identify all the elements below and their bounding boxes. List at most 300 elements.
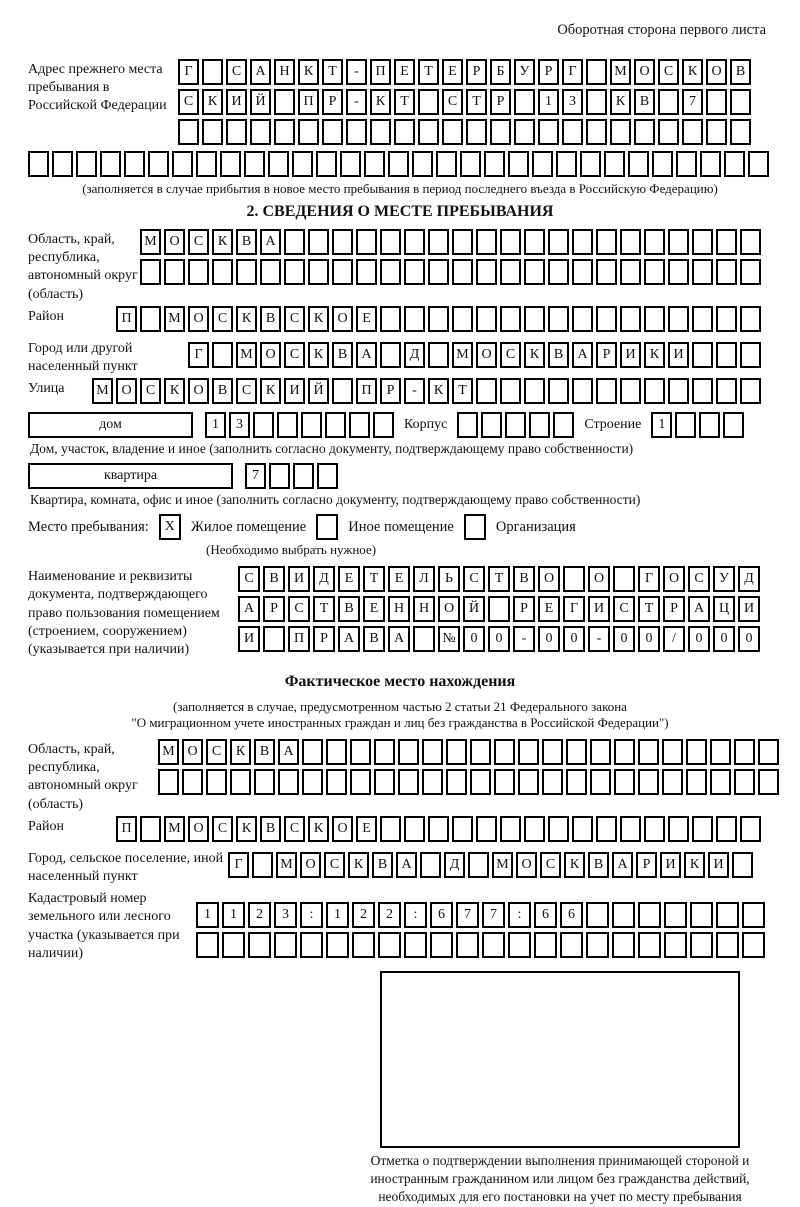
- char-cell: [460, 151, 481, 177]
- char-cell: [514, 89, 535, 115]
- char-cell: В: [363, 626, 385, 652]
- char-cell: [268, 151, 289, 177]
- char-cell: [428, 229, 449, 255]
- char-cell: А: [278, 739, 299, 765]
- char-cell: [716, 902, 739, 928]
- char-cell: И: [738, 596, 760, 622]
- char-cell: О: [260, 342, 281, 368]
- char-cell: [178, 119, 199, 145]
- char-cell: К: [308, 342, 329, 368]
- char-cell: [742, 932, 765, 958]
- char-cell: [274, 89, 295, 115]
- char-cell: -: [588, 626, 610, 652]
- char-cell: [470, 739, 491, 765]
- char-cell: 0: [638, 626, 660, 652]
- char-cell: О: [516, 852, 537, 878]
- char-cell: [596, 816, 617, 842]
- char-cell: [662, 769, 683, 795]
- char-row-region-2: [140, 259, 772, 285]
- char-cell: [188, 259, 209, 285]
- char-cell: [422, 739, 443, 765]
- char-cell: [252, 852, 273, 878]
- char-row-house: [205, 412, 394, 438]
- char-cell: [500, 259, 521, 285]
- char-cell: 1: [326, 902, 349, 928]
- char-cell: [220, 151, 241, 177]
- char-cell: [430, 932, 453, 958]
- char-cell: Е: [356, 306, 377, 332]
- char-cell: К: [610, 89, 631, 115]
- checkbox-organization: [464, 514, 486, 540]
- char-cell: [556, 151, 577, 177]
- char-cell: [274, 119, 295, 145]
- char-cell: О: [438, 596, 460, 622]
- char-cell: 0: [613, 626, 635, 652]
- char-cell: [686, 739, 707, 765]
- char-row-document-1: [238, 566, 772, 592]
- char-cell: [388, 151, 409, 177]
- char-cell: А: [338, 626, 360, 652]
- char-cell: [668, 378, 689, 404]
- char-cell: [723, 412, 744, 438]
- char-cell: В: [254, 739, 275, 765]
- char-cell: [644, 816, 665, 842]
- char-cell: [356, 229, 377, 255]
- char-cell: А: [572, 342, 593, 368]
- char-cell: [308, 229, 329, 255]
- char-cell: [638, 769, 659, 795]
- char-cell: 0: [463, 626, 485, 652]
- char-cell: [572, 378, 593, 404]
- char-cell: О: [188, 306, 209, 332]
- char-cell: Г: [178, 59, 199, 85]
- char-cell: [596, 306, 617, 332]
- char-cell: [730, 119, 751, 145]
- char-cell: [404, 816, 425, 842]
- char-cell: [686, 769, 707, 795]
- char-cell: О: [188, 378, 209, 404]
- char-cell: [562, 119, 583, 145]
- char-cell: [524, 378, 545, 404]
- char-cell: О: [300, 852, 321, 878]
- char-cell: [340, 151, 361, 177]
- char-cell: [380, 259, 401, 285]
- field-actual-district: [28, 816, 772, 846]
- char-cell: П: [116, 816, 137, 842]
- korpus-label: Корпус: [404, 417, 448, 433]
- char-cell: [505, 412, 526, 438]
- char-cell: О: [706, 59, 727, 85]
- city-label: Город или другой населенный пункт: [28, 340, 138, 374]
- char-cell: 0: [563, 626, 585, 652]
- field-actual-region: [28, 739, 772, 814]
- char-cell: В: [236, 229, 257, 255]
- char-cell: Р: [663, 596, 685, 622]
- char-cell: [716, 342, 737, 368]
- char-cell: К: [682, 59, 703, 85]
- char-cell: [740, 306, 761, 332]
- char-cell: 3: [229, 412, 250, 438]
- char-cell: [446, 739, 467, 765]
- char-cell: С: [178, 89, 199, 115]
- char-cell: [269, 463, 290, 489]
- char-cell: [742, 902, 765, 928]
- char-cell: [610, 119, 631, 145]
- char-cell: [370, 119, 391, 145]
- char-cell: [518, 769, 539, 795]
- char-cell: [638, 932, 661, 958]
- field-document: [28, 566, 772, 659]
- char-cell: Т: [322, 59, 343, 85]
- char-cell: Й: [308, 378, 329, 404]
- field-previous-address: [28, 59, 772, 149]
- char-cell: [586, 89, 607, 115]
- char-cell: [716, 306, 737, 332]
- char-cell: :: [508, 902, 531, 928]
- char-cell: [730, 89, 751, 115]
- char-cell: О: [588, 566, 610, 592]
- char-cell: И: [620, 342, 641, 368]
- char-cell: [158, 769, 179, 795]
- char-cell: Г: [638, 566, 660, 592]
- char-row-korpus: [457, 412, 574, 438]
- char-cell: С: [226, 59, 247, 85]
- char-cell: Е: [356, 816, 377, 842]
- char-cell: О: [188, 816, 209, 842]
- char-cell: С: [442, 89, 463, 115]
- char-cell: [325, 412, 346, 438]
- char-cell: [428, 342, 449, 368]
- char-cell: [490, 119, 511, 145]
- char-cell: [612, 902, 635, 928]
- char-cell: [734, 769, 755, 795]
- char-cell: [468, 852, 489, 878]
- char-cell: [482, 932, 505, 958]
- char-cell: [404, 306, 425, 332]
- char-cell: [732, 852, 753, 878]
- char-cell: А: [356, 342, 377, 368]
- stamp-box: [380, 971, 740, 1148]
- street-label: Улица: [28, 381, 65, 397]
- char-cell: К: [524, 342, 545, 368]
- char-cell: Н: [413, 596, 435, 622]
- char-cell: А: [238, 596, 260, 622]
- char-cell: [548, 306, 569, 332]
- char-cell: Г: [228, 852, 249, 878]
- char-cell: Р: [596, 342, 617, 368]
- char-cell: [442, 119, 463, 145]
- char-cell: [692, 259, 713, 285]
- char-cell: [326, 769, 347, 795]
- char-cell: [263, 626, 285, 652]
- field-district: [28, 306, 772, 336]
- char-cell: [332, 259, 353, 285]
- previous-address-caption: (заполняется в случае прибытия в новое место пребывания в период последнего въезда в Российскую Федерацию): [82, 181, 718, 196]
- char-cell: С: [613, 596, 635, 622]
- char-cell: К: [308, 816, 329, 842]
- char-cell: [212, 342, 233, 368]
- char-cell: [664, 932, 687, 958]
- char-cell: М: [164, 816, 185, 842]
- char-cell: [302, 769, 323, 795]
- char-cell: В: [260, 306, 281, 332]
- char-cell: Р: [490, 89, 511, 115]
- char-cell: [586, 902, 609, 928]
- char-cell: К: [348, 852, 369, 878]
- char-cell: [164, 259, 185, 285]
- char-cell: [457, 412, 478, 438]
- field-apartment: [28, 463, 772, 489]
- char-cell: Т: [418, 59, 439, 85]
- char-cell: [196, 151, 217, 177]
- cadastral-label: Кадастровый номер земельного или лесного участка (указывается при наличии): [28, 891, 180, 961]
- char-cell: Т: [363, 566, 385, 592]
- char-cell: [100, 151, 121, 177]
- char-cell: [596, 378, 617, 404]
- char-cell: [326, 739, 347, 765]
- char-cell: 7: [682, 89, 703, 115]
- char-cell: [690, 902, 713, 928]
- char-cell: В: [212, 378, 233, 404]
- char-cell: [620, 378, 641, 404]
- char-cell: В: [548, 342, 569, 368]
- char-cell: [412, 151, 433, 177]
- actual-location-title: Фактическое место нахождения: [284, 673, 516, 691]
- char-cell: [612, 932, 635, 958]
- char-cell: [300, 932, 323, 958]
- char-cell: Л: [413, 566, 435, 592]
- char-cell: 1: [538, 89, 559, 115]
- char-cell: [378, 932, 401, 958]
- char-cell: [196, 932, 219, 958]
- char-cell: М: [158, 739, 179, 765]
- char-cell: О: [332, 306, 353, 332]
- char-cell: [326, 932, 349, 958]
- char-cell: Н: [388, 596, 410, 622]
- char-cell: М: [452, 342, 473, 368]
- char-cell: [374, 769, 395, 795]
- char-cell: [476, 259, 497, 285]
- char-cell: [668, 259, 689, 285]
- apartment-caption: Квартира, комната, офис и иное (заполнить согласно документу, подтверждающему право собственности): [30, 492, 641, 508]
- char-cell: [250, 119, 271, 145]
- house-box: дом: [28, 412, 193, 438]
- char-cell: [748, 151, 769, 177]
- char-cell: [620, 816, 641, 842]
- char-cell: [470, 769, 491, 795]
- stroenie-label: Строение: [584, 417, 642, 433]
- char-cell: [500, 816, 521, 842]
- char-cell: [202, 59, 223, 85]
- actual-location-caption-2: "О миграционном учете иностранных граждан и лиц без гражданства в Российской Федерации"): [131, 715, 669, 731]
- actual-district-label: Район: [28, 818, 64, 834]
- char-cell: В: [372, 852, 393, 878]
- char-cell: [566, 769, 587, 795]
- char-cell: П: [116, 306, 137, 332]
- char-cell: А: [388, 626, 410, 652]
- char-cell: [586, 59, 607, 85]
- char-cell: [452, 306, 473, 332]
- char-cell: [572, 816, 593, 842]
- char-cell: [418, 89, 439, 115]
- char-cell: Г: [562, 59, 583, 85]
- char-cell: [586, 119, 607, 145]
- actual-region-label: Область, край, республика, автономный округ (область): [28, 742, 138, 812]
- char-cell: [758, 769, 779, 795]
- char-cell: [614, 769, 635, 795]
- char-cell: У: [514, 59, 535, 85]
- field-actual-city: [28, 848, 772, 886]
- char-cell: К: [564, 852, 585, 878]
- char-row-apartment: [245, 463, 338, 489]
- char-cell: [658, 89, 679, 115]
- char-cell: С: [463, 566, 485, 592]
- char-cell: [494, 739, 515, 765]
- char-cell: -: [513, 626, 535, 652]
- char-cell: 7: [482, 902, 505, 928]
- char-row-prev-address-1: [178, 59, 772, 85]
- char-cell: [692, 342, 713, 368]
- char-cell: И: [668, 342, 689, 368]
- char-cell: [466, 119, 487, 145]
- char-cell: 0: [713, 626, 735, 652]
- char-cell: Е: [442, 59, 463, 85]
- char-row-actual-region-1: [158, 739, 779, 765]
- char-cell: [518, 739, 539, 765]
- char-cell: [699, 412, 720, 438]
- char-cell: [534, 932, 557, 958]
- char-cell: [476, 378, 497, 404]
- char-cell: [182, 769, 203, 795]
- char-cell: [668, 816, 689, 842]
- char-cell: [301, 412, 322, 438]
- char-cell: [398, 739, 419, 765]
- char-cell: 3: [562, 89, 583, 115]
- char-cell: О: [476, 342, 497, 368]
- char-cell: [244, 151, 265, 177]
- char-cell: [52, 151, 73, 177]
- char-cell: Й: [250, 89, 271, 115]
- char-cell: :: [404, 902, 427, 928]
- char-cell: С: [500, 342, 521, 368]
- char-cell: 2: [248, 902, 271, 928]
- field-region: [28, 229, 772, 304]
- char-cell: [548, 816, 569, 842]
- char-cell: [476, 816, 497, 842]
- char-cell: М: [492, 852, 513, 878]
- char-cell: А: [396, 852, 417, 878]
- char-cell: [428, 816, 449, 842]
- char-cell: В: [332, 342, 353, 368]
- char-cell: [590, 769, 611, 795]
- char-cell: Г: [188, 342, 209, 368]
- char-cell: 2: [352, 902, 375, 928]
- char-cell: [284, 259, 305, 285]
- char-cell: И: [226, 89, 247, 115]
- apartment-box: квартира: [28, 463, 233, 489]
- char-cell: [658, 119, 679, 145]
- option-residential-label: Жилое помещение: [190, 518, 307, 535]
- char-cell: П: [370, 59, 391, 85]
- page-side-note: Оборотная сторона первого листа: [557, 22, 766, 38]
- char-cell: 1: [651, 412, 672, 438]
- char-cell: С: [324, 852, 345, 878]
- char-cell: [548, 378, 569, 404]
- char-cell: С: [212, 816, 233, 842]
- char-cell: В: [263, 566, 285, 592]
- char-cell: [638, 739, 659, 765]
- char-row-document-2: [238, 596, 772, 622]
- char-cell: Г: [563, 596, 585, 622]
- char-cell: [76, 151, 97, 177]
- char-cell: К: [202, 89, 223, 115]
- char-cell: В: [260, 816, 281, 842]
- char-cell: Р: [538, 59, 559, 85]
- house-caption: Дом, участок, владение и иное (заполнить согласно документу, подтверждающему право собственности): [30, 441, 634, 457]
- char-cell: [548, 259, 569, 285]
- char-cell: А: [612, 852, 633, 878]
- char-cell: М: [140, 229, 161, 255]
- char-cell: С: [284, 306, 305, 332]
- char-cell: Т: [638, 596, 660, 622]
- char-cell: И: [238, 626, 260, 652]
- char-cell: [172, 151, 193, 177]
- char-cell: [254, 769, 275, 795]
- char-row-region-1: [140, 229, 772, 255]
- document-label: Наименование и реквизиты документа, подтверждающего право пользования помещением (строением, сооружением) (указывается при наличии): [28, 569, 220, 657]
- char-cell: [692, 816, 713, 842]
- char-cell: [740, 259, 761, 285]
- char-row-cadastral-1: [196, 902, 772, 928]
- char-cell: [706, 119, 727, 145]
- char-row-stroenie: [651, 412, 744, 438]
- char-cell: К: [684, 852, 705, 878]
- char-cell: [373, 412, 394, 438]
- char-cell: Е: [363, 596, 385, 622]
- char-row-actual-region-2: [158, 769, 779, 795]
- char-cell: Р: [380, 378, 401, 404]
- char-cell: М: [610, 59, 631, 85]
- char-cell: А: [250, 59, 271, 85]
- char-cell: В: [338, 596, 360, 622]
- char-cell: 1: [222, 902, 245, 928]
- field-cadastral: [28, 888, 772, 963]
- char-cell: Т: [452, 378, 473, 404]
- char-cell: М: [236, 342, 257, 368]
- char-cell: [452, 229, 473, 255]
- char-row-prev-address-3: [178, 119, 772, 145]
- char-cell: [274, 932, 297, 958]
- char-cell: [302, 739, 323, 765]
- char-cell: [346, 119, 367, 145]
- char-cell: [508, 932, 531, 958]
- char-cell: [560, 932, 583, 958]
- char-cell: [580, 151, 601, 177]
- char-cell: [644, 259, 665, 285]
- stamp-area: [350, 971, 770, 1207]
- char-cell: С: [238, 566, 260, 592]
- actual-location-caption-1: (заполняется в случае, предусмотренном частью 2 статьи 21 Федерального закона: [173, 699, 627, 715]
- char-cell: [634, 119, 655, 145]
- char-cell: [620, 259, 641, 285]
- char-cell: [628, 151, 649, 177]
- char-cell: [364, 151, 385, 177]
- char-cell: К: [230, 739, 251, 765]
- char-cell: [356, 259, 377, 285]
- char-cell: [668, 306, 689, 332]
- district-label: Район: [28, 308, 64, 324]
- char-cell: Е: [338, 566, 360, 592]
